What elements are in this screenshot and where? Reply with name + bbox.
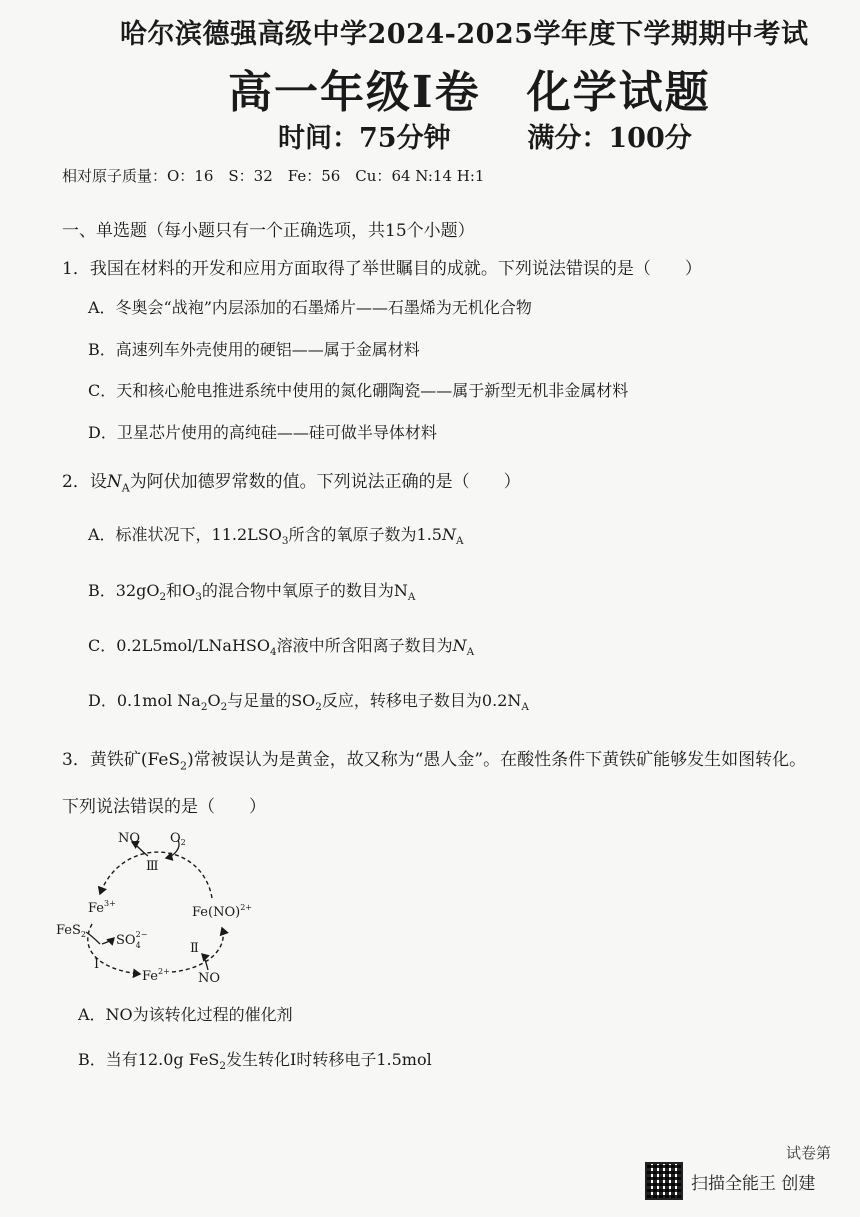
school-title: 哈尔滨德强高级中学2024-2025学年度下学期期中考试 (120, 19, 809, 50)
label-no-bottom: NO (198, 971, 221, 986)
q1-stem: 1．我国在材料的开发和应用方面取得了举世瞩目的成就。下列说法错误的是（ ） (62, 259, 702, 279)
q2-option-a: A．标准状况下，$11.2LSO_3$所含的氧原子数为$1.5N_A$ (88, 525, 464, 548)
arrow-so4-out (102, 938, 114, 944)
arrow-no-in (202, 954, 208, 970)
time-label: 时间：75分钟 (278, 123, 451, 154)
score-label: 满分：100分 (527, 123, 692, 154)
q3-stem: 3．黄铁矿(FeS$_2$)常被误认为是黄金，故又称为“愚人金”。在酸性条件下黄铁矿能够发生如图转化。 (62, 750, 807, 773)
atomic-masses: 相对原子质量：O：16 S：32 Fe：56 Cu：64 N:14 H:1 (62, 167, 485, 185)
q3-stem-2: 下列说法错误的是（ ） (62, 797, 266, 817)
q2-option-b: B．$32gO_2$和$O_3$的混合物中氧原子的数目为$N_A$ (88, 581, 416, 604)
exam-title: 高一年级Ⅰ卷 化学试题 (228, 67, 711, 118)
qr-code-icon (645, 1162, 683, 1200)
label-so4: $SO_42-$ (116, 930, 148, 950)
exam-meta (278, 116, 692, 155)
label-step-1: Ⅰ (94, 957, 100, 972)
label-fe2: $Fe^{2+}$ (142, 967, 170, 984)
scanner-watermark (645, 1162, 815, 1200)
reaction-cycle-diagram (52, 820, 282, 995)
q1-option-d: D．卫星芯片使用的高纯硅——硅可做半导体材料 (88, 423, 437, 442)
q1-option-a: A．冬奥会“战袍”内层添加的石墨烯片——石墨烯为无机化合物 (88, 298, 532, 317)
label-no-top: NO (118, 831, 141, 846)
q1-option-b: B．高速列车外壳使用的硬铝——属于金属材料 (88, 340, 420, 359)
label-step-3: Ⅲ (146, 859, 159, 874)
q2-option-c: C．0.2L5mol/LNaHSO$_4$溶液中所含阳离子数目为$N_A$ (88, 636, 475, 659)
label-step-2: Ⅱ (190, 941, 199, 956)
section-heading: 一、单选题（每小题只有一个正确选项，共15个小题） (62, 221, 475, 241)
watermark-text: 扫描全能王 创建 (691, 1173, 816, 1194)
q1-option-c: C．天和核心舱电推进系统中使用的氮化硼陶瓷——属于新型无机非金属材料 (88, 381, 629, 400)
q3-option-a: A．NO为该转化过程的催化剂 (78, 1005, 293, 1024)
q2-option-d: D．0.1mol $Na_2O_2$与足量的$SO_2$反应，转移电子数目为$0.2N_A$ (88, 691, 529, 714)
label-fe3: $Fe^{3+}$ (88, 899, 116, 916)
q2-stem: 2．设$N_A$为阿伏加德罗常数的值。下列说法正确的是（ ） (62, 472, 521, 495)
label-fe-no: Fe(NO)$^{2+}$ (192, 903, 252, 920)
q3-option-b: B．当有12.0g FeS$_2$发生转化Ⅰ时转移电子1.5mol (78, 1050, 432, 1073)
label-o2: $O_2$ (170, 831, 186, 847)
label-fes2: FeS$_2$ (56, 923, 87, 939)
page-footer-fragment: 试卷第 (786, 1144, 832, 1162)
